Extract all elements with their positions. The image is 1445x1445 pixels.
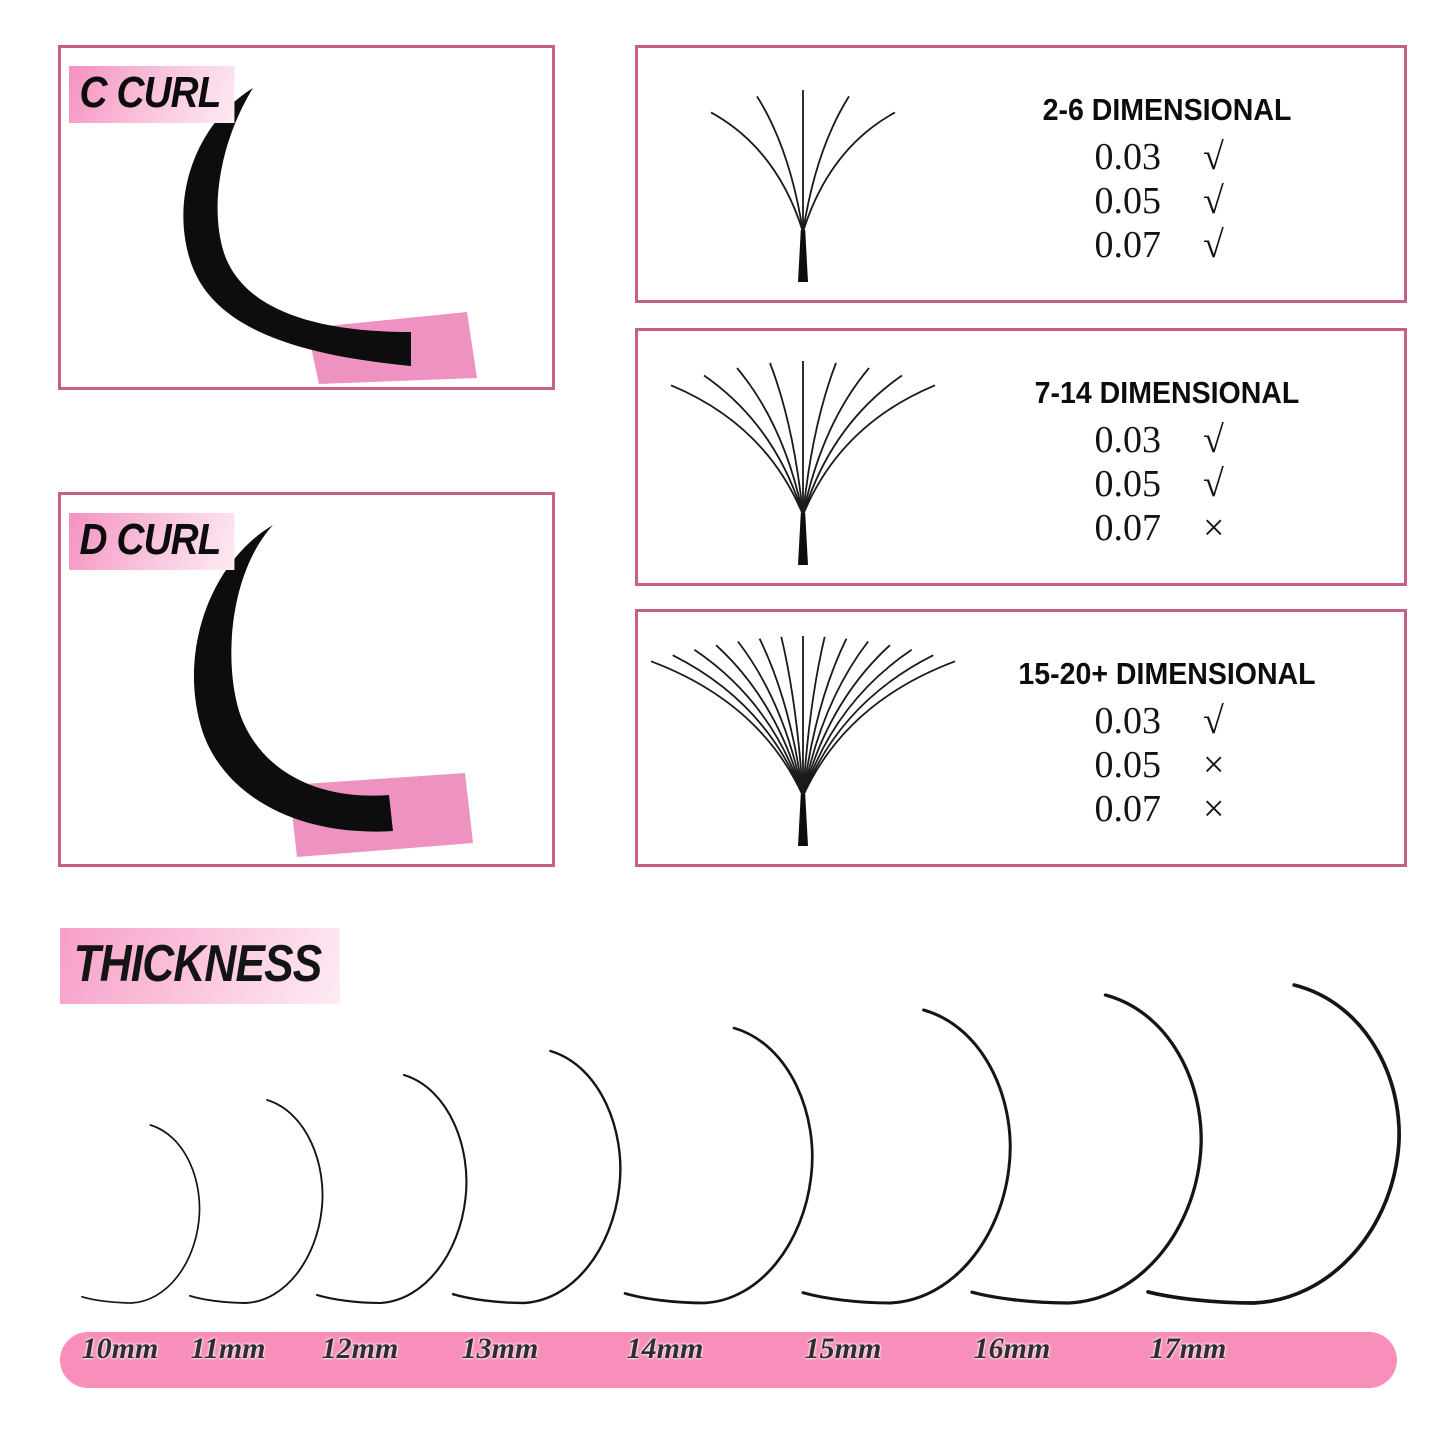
- d-curl-label-text: D CURL: [79, 515, 221, 564]
- thickness-value: 0.03: [1094, 418, 1161, 461]
- dimension-card-15-20: [635, 609, 1407, 867]
- lash-length-curves: [60, 983, 1420, 1307]
- check-mark-icon: √: [1203, 135, 1224, 178]
- cross-mark-icon: ×: [1203, 506, 1225, 549]
- dimension-card-7-14: [635, 328, 1407, 586]
- dimension-info: [958, 656, 1376, 834]
- thickness-row: [958, 179, 1376, 226]
- d-curl-label: [69, 513, 235, 570]
- lash-curve-17mm: [1148, 985, 1399, 1303]
- thickness-value: 0.05: [1094, 743, 1161, 786]
- dimension-info: [958, 375, 1376, 553]
- lash-fan-icon: [633, 624, 973, 864]
- thickness-value: 0.03: [1094, 135, 1161, 178]
- thickness-row: [958, 418, 1376, 465]
- lash-curve-13mm: [453, 1051, 620, 1303]
- lash-curve-16mm: [972, 995, 1201, 1303]
- length-label-17mm: 17mm: [1149, 1332, 1227, 1365]
- dimension-info: [958, 92, 1376, 270]
- dimension-title: 7-14 DIMENSIONAL: [1034, 375, 1300, 410]
- length-scale-bar: [60, 1332, 1397, 1388]
- dimension-title: 2-6 DIMENSIONAL: [1042, 92, 1292, 127]
- length-label-10mm: 10mm: [81, 1332, 159, 1365]
- lash-curve-10mm: [82, 1125, 200, 1303]
- thickness-row: [958, 743, 1376, 790]
- lash-curve-15mm: [803, 1010, 1010, 1303]
- lash-curve-12mm: [317, 1075, 466, 1303]
- dimension-title: 15-20+ DIMENSIONAL: [1018, 656, 1316, 691]
- length-label-15mm: 15mm: [804, 1332, 882, 1365]
- check-mark-icon: √: [1203, 179, 1224, 222]
- thickness-row: [958, 135, 1376, 182]
- check-mark-icon: √: [1203, 418, 1224, 461]
- c-curl-label: [69, 66, 235, 123]
- lash-fan-icon: [633, 60, 973, 300]
- thickness-row: [958, 462, 1376, 509]
- thickness-title-text: THICKNESS: [73, 935, 322, 993]
- thickness-value: 0.03: [1094, 699, 1161, 742]
- lash-curve-14mm: [625, 1028, 812, 1303]
- thickness-row: [958, 223, 1376, 270]
- cross-mark-icon: ×: [1203, 787, 1225, 830]
- lash-curve-11mm: [190, 1100, 323, 1303]
- c-curl-card: [58, 45, 555, 390]
- length-label-12mm: 12mm: [321, 1332, 399, 1365]
- length-label-13mm: 13mm: [461, 1332, 539, 1365]
- thickness-row: [958, 699, 1376, 746]
- lash-fan-icon: [633, 343, 973, 583]
- thickness-value: 0.05: [1094, 462, 1161, 505]
- length-label-11mm: 11mm: [190, 1332, 266, 1365]
- thickness-value: 0.05: [1094, 179, 1161, 222]
- d-curl-card: [58, 492, 555, 867]
- dimension-card-2-6: [635, 45, 1407, 303]
- length-label-14mm: 14mm: [626, 1332, 704, 1365]
- thickness-value: 0.07: [1094, 223, 1161, 266]
- c-curl-label-text: C CURL: [79, 68, 221, 117]
- check-mark-icon: √: [1203, 699, 1224, 742]
- thickness-value: 0.07: [1094, 506, 1161, 549]
- thickness-row: [958, 787, 1376, 834]
- thickness-section-label: [60, 928, 340, 1004]
- thickness-value: 0.07: [1094, 787, 1161, 830]
- thickness-row: [958, 506, 1376, 553]
- check-mark-icon: √: [1203, 223, 1224, 266]
- length-label-16mm: 16mm: [973, 1332, 1051, 1365]
- check-mark-icon: √: [1203, 462, 1224, 505]
- cross-mark-icon: ×: [1203, 743, 1225, 786]
